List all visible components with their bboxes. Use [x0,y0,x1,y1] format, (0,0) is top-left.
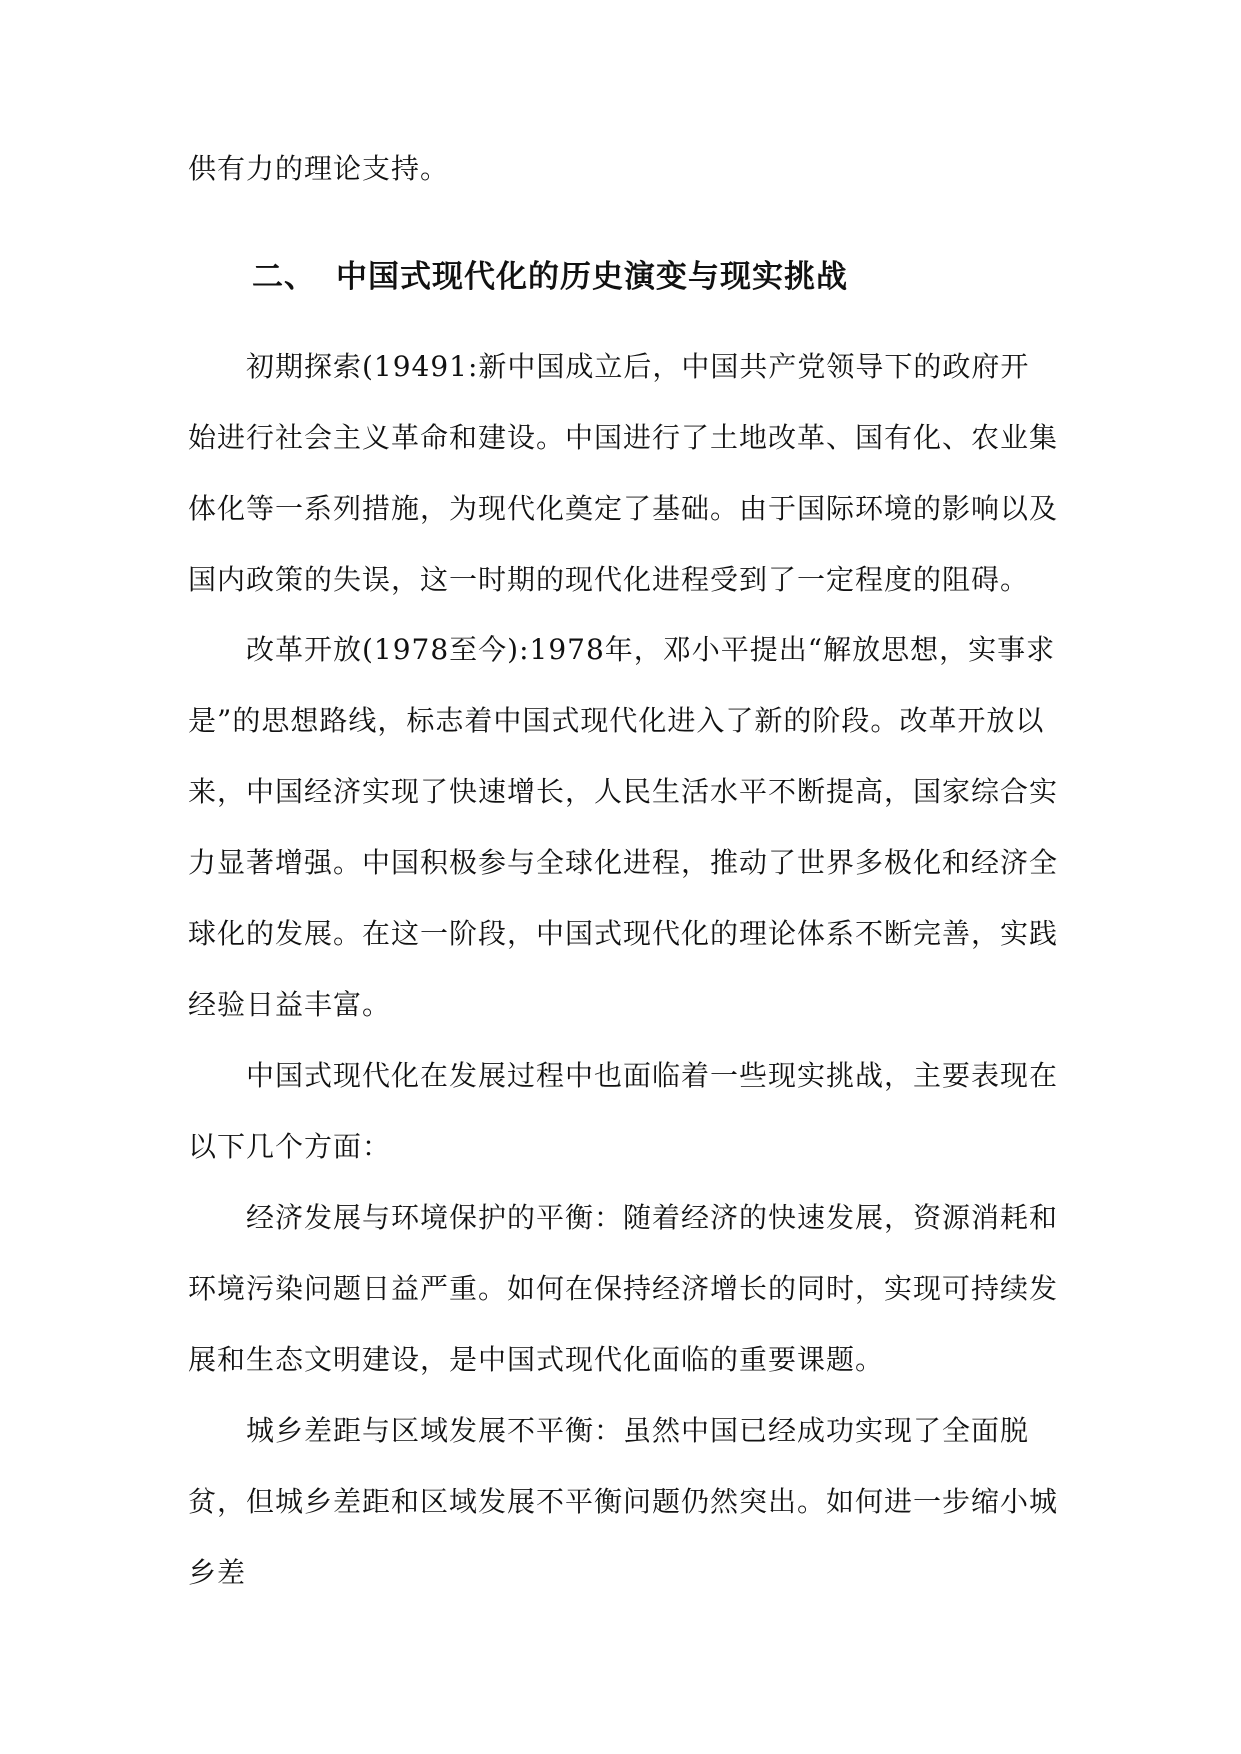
paragraph-reform-opening: 改革开放(1978至今):1978年，邓小平提出“解放思想，实事求是”的思想路线，标志着中国式现代化进入了新的阶段。改革开放以来，中国经济实现了快速增长，人民生活水平不断提高，国家综合实力显著增强。中国积极参与全球化进程，推动了世界多极化和经济全球化的发展。在这一阶段，中国式现代化的理论体系不断完善，实践经验日益丰富。 [188,633,1059,1021]
section-heading [252,245,848,309]
paragraph-challenges-intro: 中国式现代化在发展过程中也面临着一些现实挑战，主要表现在以下几个方面： [188,1059,1059,1163]
paragraph-early-exploration: 初期探索(19491:新中国成立后，中国共产党领导下的政府开始进行社会主义革命和建设。中国进行了土地改革、国有化、农业集体化等一系列措施，为现代化奠定了基础。由于国际环境的影响以及国内政策的失误，这一时期的现代化进程受到了一定程度的阻碍。 [188,350,1059,596]
section-title: 中国式现代化的历史演变与现实挑战 [336,259,848,295]
paragraph-economy-environment: 经济发展与环境保护的平衡：随着经济的快速发展，资源消耗和环境污染问题日益严重。如何在保持经济增长的同时，实现可持续发展和生态文明建设，是中国式现代化面临的重要课题。 [188,1201,1059,1376]
continuation-paragraph: 供有力的理论支持。 [188,152,450,185]
paragraph-urban-rural-gap: 城乡差距与区域发展不平衡：虽然中国已经成功实现了全面脱贫，但城乡差距和区域发展不平衡问题仍然突出。如何进一步缩小城乡差 [188,1414,1059,1589]
section-number: 二、 [252,259,316,295]
